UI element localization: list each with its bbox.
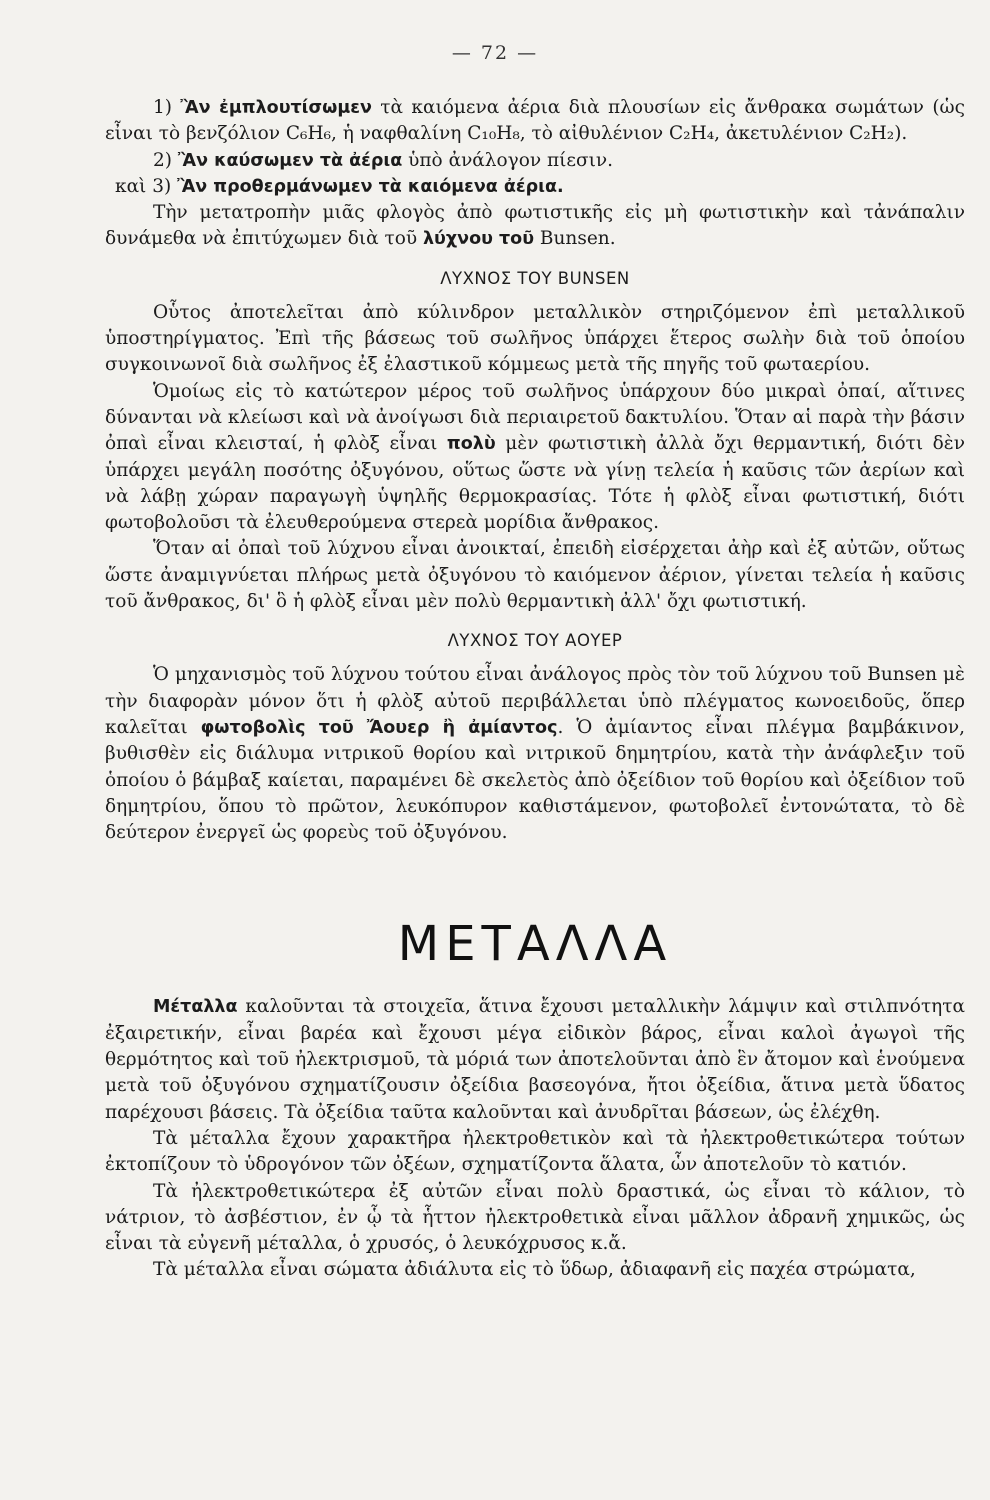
bunsen-p2-bold: πολὺ (446, 434, 496, 455)
auer-p1-bold: φωτοβολὶς τοῦ Ἄουερ ἢ ἀμίαντος (200, 717, 558, 738)
item-1-text: τὰ καιόμενα ἀέρια διὰ πλουσίων εἰς ἄνθρακα σωμάτων (ὡς εἶναι τὸ βενζόλιον C₆H₆, ἡ ναφθαλίνη C₁₀H₈, τὸ αἰθυλένιον C₂H₄, ἀκετυλένιον C₂H₂). (105, 97, 965, 145)
item-3-paragraph (105, 174, 965, 200)
bunsen-paragraph-2 (105, 379, 965, 537)
auer-p1-text-b: . Ὁ ἀμίαντος εἶναι πλέγμα βαμβάκινον, βυθισθὲν εἰς διάλυμα νιτρικοῦ θορίου καὶ νιτρικοῦ δημητρίου, κατὰ τὴν ἀνάφλεξιν τοῦ ὁποίου ὁ βάμβαξ καίεται, παραμένει δὲ σκελετὸς ἀπὸ ὀξείδιον τοῦ θορίου καὶ ὀξείδιον τοῦ δημητρίου, ὅπου τὸ πρῶτον, λευκόπυρον καθιστάμενον, φωτοβολεῖ ἐντονώτατα, τὸ δὲ δεύτερον ἐνεργεῖ ὡς φορεὺς τοῦ ὀξυγόνου. (105, 716, 965, 844)
item-1-prefix: 1) (153, 97, 181, 118)
item-3-bold: Ἂν προθερμάνωμεν τὰ καιόμενα ἀέρια. (177, 176, 564, 197)
metals-paragraph-3: Τὰ ἠλεκτροθετικώτερα ἐξ αὐτῶν εἶναι πολὺ δραστικά, ὡς εἶναι τὸ κάλιον, τὸ νάτριον, τὸ ἀσβέστιον, ἐν ᾧ τὰ ἧττον ἠλεκτροθετικὰ εἶναι μᾶλλον ἀδρανῆ χημικῶς, ὡς εἶναι τὰ εὐγενῆ μέταλλα, ὁ χρυσός, ὁ λευκόχρυσος κ.ἄ. (105, 1180, 965, 1255)
bunsen-p2-text-a: Ὁμοίως εἰς τὸ κατώτερον μέρος τοῦ σωλῆνος ὑπάρχουν δύο μικραὶ ὀπαί, αἵτινες δύνανται νὰ κλείωσι καὶ νὰ ἀνοίγωσι διὰ περιαιρετοῦ δακτυλίου. Ὅταν αἱ παρὰ τὴν βάσιν ὀπαὶ εἶναι κλεισταί, ἡ φλὸξ εἶναι (105, 380, 965, 455)
metals-paragraph-2: Τὰ μέταλλα ἔχουν χαρακτῆρα ἠλεκτροθετικὸν καὶ τὰ ἠλεκτροθετικώτερα τούτων ἐκτοπίζουν τὸ ὑδρογόνον τῶν ὀξέων, σχηματίζοντα ἅλατα, ὧν ἀποτελοῦν τὸ κατιόν. (105, 1127, 965, 1176)
bunsen-p2-text-b: μὲν φωτιστικὴ ἀλλὰ ὄχι θερμαντική, διότι δὲν ὑπάρχει μεγάλη ποσότης ὀξυγόνου, οὕτως ὥστε νὰ γίνῃ τελεία ἡ καῦσις τῶν ἀερίων καὶ νὰ λάβῃ χώραν παραγωγὴ ὑψηλῆς θερμοκρασίας. Τότε ἡ φλὸξ εἶναι φωτιστική, διότι φωτοβολοῦσι τὰ ἐλευθερούμενα στερεὰ μορίδια ἄνθρακος. (105, 433, 965, 534)
metals-p1-bold: Μέταλλα (153, 997, 238, 1018)
auer-p1-text-a: Ὁ μηχανισμὸς τοῦ λύχνου τούτου εἶναι ἀνάλογος πρὸς τὸν τοῦ λύχνου τοῦ Bunsen μὲ τὴν διαφορὰν μόνον ὅτι ἡ φλὸξ αὐτοῦ περιβάλλεται ὑπὸ πλέγματος κωνοειδοῦς, ὅπερ καλεῖται (105, 664, 965, 738)
item-2-paragraph (105, 148, 965, 174)
metals-paragraph-4: Τὰ μέταλλα εἶναι σώματα ἀδιάλυτα εἰς τὸ ὕδωρ, ἀδιαφανῆ εἰς παχέα στρώματα, (153, 1259, 916, 1281)
heading-auer: ΛΥΧΝΟΣ ΤΟΥ ΑΟΥΕΡ (447, 631, 623, 651)
item-2-text: ὑπὸ ἀνάλογον πίεσιν. (402, 149, 613, 171)
flame-conversion-suffix: Bunsen. (534, 228, 616, 250)
item-2-bold: Ἂν καύσωμεν τὰ ἀέρια (177, 150, 403, 171)
metals-paragraph-1 (105, 994, 965, 1125)
auer-paragraph-1 (105, 662, 965, 846)
flame-conversion-text: Τὴν μετατροπὴν μιᾶς φλογὸς ἀπὸ φωτιστικῆς εἰς μὴ φωτιστικὴν καὶ τἀνάπαλιν δυνάμεθα νὰ ἐπιτύχωμεν διὰ τοῦ (105, 202, 965, 250)
page-number: — 72 — (451, 42, 539, 64)
metals-p1-text: καλοῦνται τὰ στοιχεῖα, ἅτινα ἔχουσι μεταλλικὴν λάμψιν καὶ στιλπνότητα ἐξαιρετικήν, εἶναι βαρέα καὶ ἔχουσι μέγα εἰδικὸν βάρος, εἶναι καλοὶ ἀγωγοὶ τῆς θερμότητος καὶ τοῦ ἠλεκτρισμοῦ, τὰ μόριά των ἀποτελοῦνται ἀπὸ ἓν ἄτομον καὶ ἑνούμενα μετὰ τοῦ ὀξυγόνου σχηματίζουσιν ὀξείδια βασεογόνα, ἤτοι ὀξείδια, ἅτινα μετὰ ὕδατος παρέχουσι βάσεις. Τὰ ὀξείδια ταῦτα καλοῦνται καὶ ἀνυδρῖται βάσεων, ὡς ἐλέχθη. (105, 996, 965, 1123)
bunsen-paragraph-1: Οὗτος ἀποτελεῖται ἀπὸ κύλινδρον μεταλλικὸν στηριζόμενον ἐπὶ μεταλλικοῦ ὑποστηρίγματος. Ἐπὶ τῆς βάσεως τοῦ σωλῆνος ὑπάρχει ἕτερος σωλὴν διὰ τοῦ ὁποίου συγκοινωνοῖ διὰ σωλῆνος ἐξ ἐλαστικοῦ κόμμεως μετὰ τῆς πηγῆς τοῦ φωταερίου. (105, 301, 965, 376)
item-1-bold: Ἂν ἐμπλουτίσωμεν (180, 98, 372, 118)
flame-conversion-paragraph (105, 200, 965, 253)
page-content (105, 95, 965, 1284)
bunsen-paragraph-3: Ὅταν αἱ ὀπαὶ τοῦ λύχνου εἶναι ἀνοικταί, ἐπειδὴ εἰσέρχεται ἀὴρ καὶ ἐξ αὐτῶν, οὕτως ὥστε ἀναμιγνύεται πλήρως μετὰ ὀξυγόνου τὸ καιόμενον ἀέριον, γίνεται τελεία ἡ καῦσις τοῦ ἄνθρακος, δι' ὃ ἡ φλὸξ εἶναι μὲν πολὺ θερμαντικὴ ἀλλ' ὄχι φωτιστική. (105, 538, 965, 613)
item-2-prefix: 2) (153, 149, 178, 171)
title-metals: ΜΕΤΑΛΛΑ (397, 916, 673, 973)
flame-conversion-bold: λύχνου τοῦ (422, 229, 535, 250)
item-3-prefix: καὶ 3) (115, 175, 178, 197)
heading-bunsen: ΛΥΧΝΟΣ ΤΟΥ BUNSEN (440, 268, 630, 288)
item-1-paragraph (105, 95, 965, 148)
